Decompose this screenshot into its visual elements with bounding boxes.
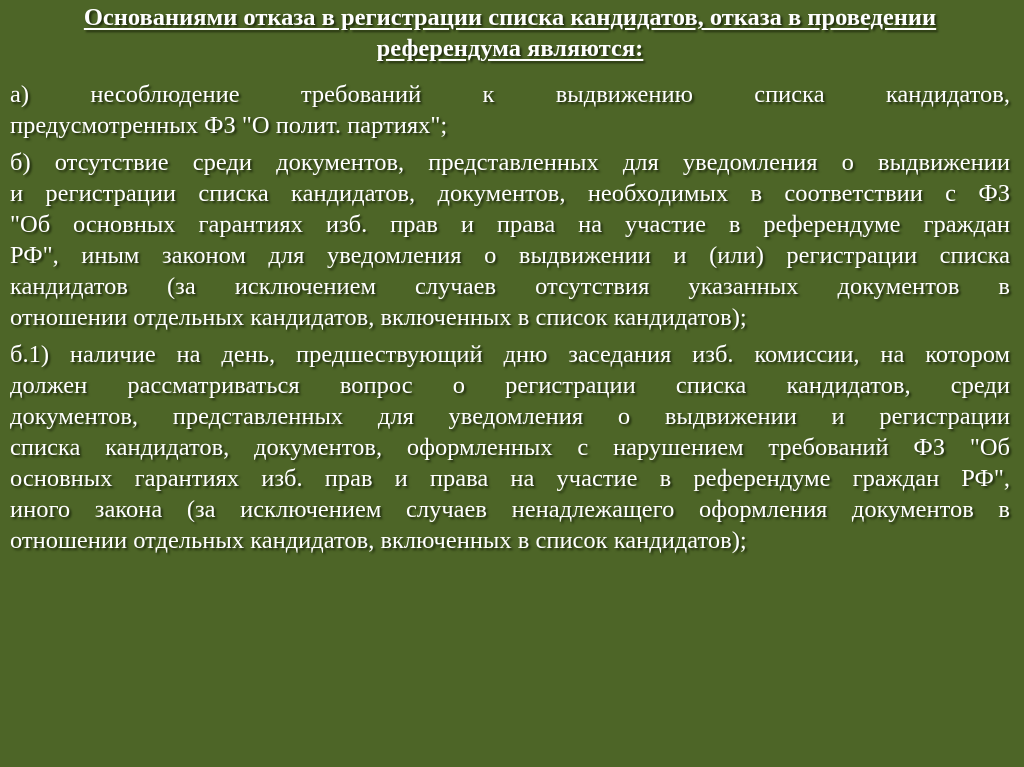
paragraph-line: документов, представленных для уведомления о выдвижении и регистрации bbox=[10, 403, 1010, 430]
paragraph-a bbox=[10, 79, 1010, 141]
slide-title bbox=[10, 2, 1010, 64]
paragraph-b1 bbox=[10, 339, 1010, 556]
paragraph-line: отношении отдельных кандидатов, включенных в список кандидатов); bbox=[10, 304, 747, 331]
title-line: Основаниями отказа в регистрации списка кандидатов, отказа в проведении bbox=[83, 4, 937, 31]
paragraph-line: и регистрации списка кандидатов, документов, необходимых в соответствии с ФЗ bbox=[10, 180, 1010, 207]
paragraph-line: РФ", иным законом для уведомления о выдвижении и (или) регистрации списка bbox=[10, 242, 1010, 269]
title-line: референдума являются: bbox=[376, 35, 644, 62]
paragraph-line: списка кандидатов, документов, оформленных с нарушением требований ФЗ "Об bbox=[10, 434, 1010, 461]
paragraph-line: б.1) наличие на день, предшествующий дню заседания изб. комиссии, на котором bbox=[10, 341, 1010, 368]
paragraph-line: предусмотренных ФЗ "О полит. партиях"; bbox=[10, 112, 448, 139]
paragraph-line: б) отсутствие среди документов, представленных для уведомления о выдвижении bbox=[10, 149, 1010, 176]
paragraph-line: "Об основных гарантиях изб. прав и права на участие в референдуме граждан bbox=[10, 211, 1010, 238]
paragraph-line: а) несоблюдение требований к выдвижению списка кандидатов, bbox=[10, 81, 1010, 108]
paragraph-line: иного закона (за исключением случаев ненадлежащего оформления документов в bbox=[10, 496, 1010, 523]
paragraph-line: должен рассматриваться вопрос о регистрации списка кандидатов, среди bbox=[10, 372, 1010, 399]
paragraph-line: кандидатов (за исключением случаев отсутствия указанных документов в bbox=[10, 273, 1010, 300]
paragraph-line: отношении отдельных кандидатов, включенных в список кандидатов); bbox=[10, 527, 747, 554]
paragraph-b bbox=[10, 147, 1010, 333]
paragraph-line: основных гарантиях изб. прав и права на участие в референдуме граждан РФ", bbox=[10, 465, 1010, 492]
